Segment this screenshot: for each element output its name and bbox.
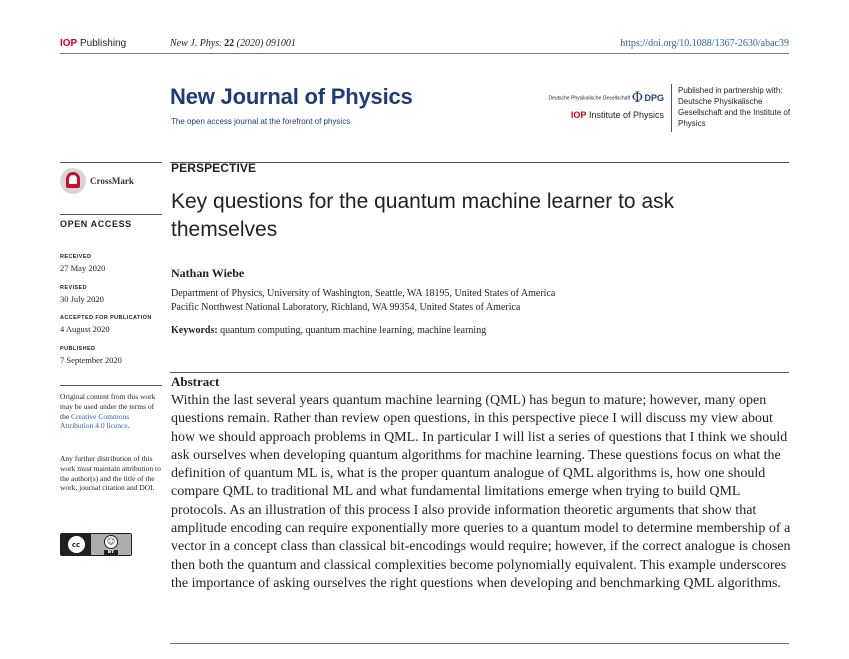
- date-label: REVISED: [60, 285, 87, 291]
- by-panel: [91, 534, 131, 555]
- crossmark-badge[interactable]: [60, 168, 134, 194]
- sidebar-divider: [60, 162, 162, 163]
- date-value: 30 July 2020: [60, 294, 104, 304]
- abstract-text: Within the last several years quantum machine learning (QML) has begun to mature; however, many open questions remain. Rather than review open questions, in this perspective piece I will discuss my view about how we should approach problems in QML. In particular I will list a series of questions that I think we should ask ourselves when developing quantum algorithms for machine learning. These questions focus on what the definition of quantum ML is, what is the proper quantum analogue of QML algorithms is, how one should compare QML to traditional ML and what fundamental limitations emerge when trying to build QML protocols. As an illustration of this process I also provide information theoretic arguments that show that amplitude encoding can require exponentially more queries to a quantum model to determine membership of a vector in a concept class than classical bit-encodings would require; however, if the correct analogue is chosen then both the quantum and classical complexities become polynomially equivalent. This example underscores the importance of asking ourselves the right questions when developing and benchmarking QML algorithms.: [171, 393, 791, 591]
- dpg-text: Deutsche Physikalische Gesellschaft: [548, 95, 631, 102]
- iop-brand: IOP: [60, 38, 78, 49]
- keywords: [171, 325, 486, 336]
- publisher-suffix: Publishing: [80, 38, 127, 49]
- affiliation: Pacific Northwest National Laboratory, Richland, WA 99354, United States of America: [171, 302, 521, 313]
- iop-institute-name: Institute of Physics: [588, 110, 664, 120]
- affiliations: [171, 287, 555, 315]
- abstract-divider: [170, 372, 789, 373]
- affiliation: Department of Physics, University of Washington, Seattle, WA 18195, United States of America: [171, 288, 556, 299]
- licence-end: .: [127, 421, 130, 431]
- open-access-label: OPEN ACCESS: [60, 219, 132, 229]
- journal-title: New Journal of Physics: [170, 84, 413, 109]
- licence-text: Original content from this work may be used under the terms of the: [60, 392, 156, 421]
- header-divider: [60, 53, 789, 54]
- date-label: PUBLISHED: [60, 346, 96, 352]
- cc-label: cc: [68, 536, 85, 553]
- date-value: 27 May 2020: [60, 263, 106, 273]
- volume: 22: [224, 38, 235, 49]
- abstract-heading: Abstract: [171, 374, 220, 389]
- by-label: BY: [104, 550, 118, 555]
- cc-icon: [61, 534, 91, 555]
- keywords-label: Keywords:: [171, 325, 218, 336]
- keywords-list: quantum computing, quantum machine learning, machine learning: [220, 325, 487, 336]
- iop-institute-brand: IOP: [570, 110, 587, 120]
- dpg-abbrev: DPG: [644, 93, 664, 103]
- dpg-logo: [544, 90, 664, 106]
- journal-tagline: The open access journal at the forefront of physics: [171, 117, 351, 126]
- licence-link[interactable]: Creative Commons Attribution 4.0 licence: [60, 411, 130, 431]
- date-label: RECEIVED: [60, 254, 92, 260]
- date-value: 7 September 2020: [60, 355, 122, 365]
- article-title: Key questions for the quantum machine learner to ask themselves: [171, 190, 675, 241]
- journal-citation: [170, 38, 296, 49]
- attribution-note: Any further distribution of this work must maintain attribution to the author(s) and the title of the work, journal citation and DOI.: [60, 454, 161, 493]
- publisher-logo: [60, 38, 126, 49]
- partnership-note: Published in partnership with: Deutsche Physikalische Gesellschaft and the Institute of Physics: [678, 86, 791, 128]
- society-logos: [544, 90, 664, 120]
- doi-link[interactable]: https://doi.org/10.1088/1367-2630/abac39: [620, 38, 789, 49]
- attribution-person-icon: ☺: [104, 535, 118, 549]
- abstract-bottom-divider: [170, 643, 789, 644]
- crossmark-label: CrossMark: [90, 176, 134, 186]
- year-article: (2020) 091001: [236, 38, 296, 49]
- article-top-divider: [170, 162, 789, 163]
- date-value: 4 August 2020: [60, 324, 110, 334]
- crossmark-icon: [60, 168, 86, 194]
- licence-note: [60, 392, 162, 431]
- banner-divider: [671, 84, 672, 132]
- date-label: ACCEPTED FOR PUBLICATION: [60, 315, 152, 321]
- author-name: Nathan Wiebe: [171, 266, 245, 280]
- iop-institute-logo: [544, 110, 664, 120]
- sidebar-divider: [60, 385, 162, 386]
- dpg-phi-icon: Φ: [631, 90, 644, 106]
- journal-abbrev: New J. Phys.: [170, 38, 222, 49]
- article-type: PERSPECTIVE: [171, 161, 257, 175]
- cc-by-license-icon[interactable]: [60, 533, 132, 556]
- sidebar-divider: [60, 214, 162, 215]
